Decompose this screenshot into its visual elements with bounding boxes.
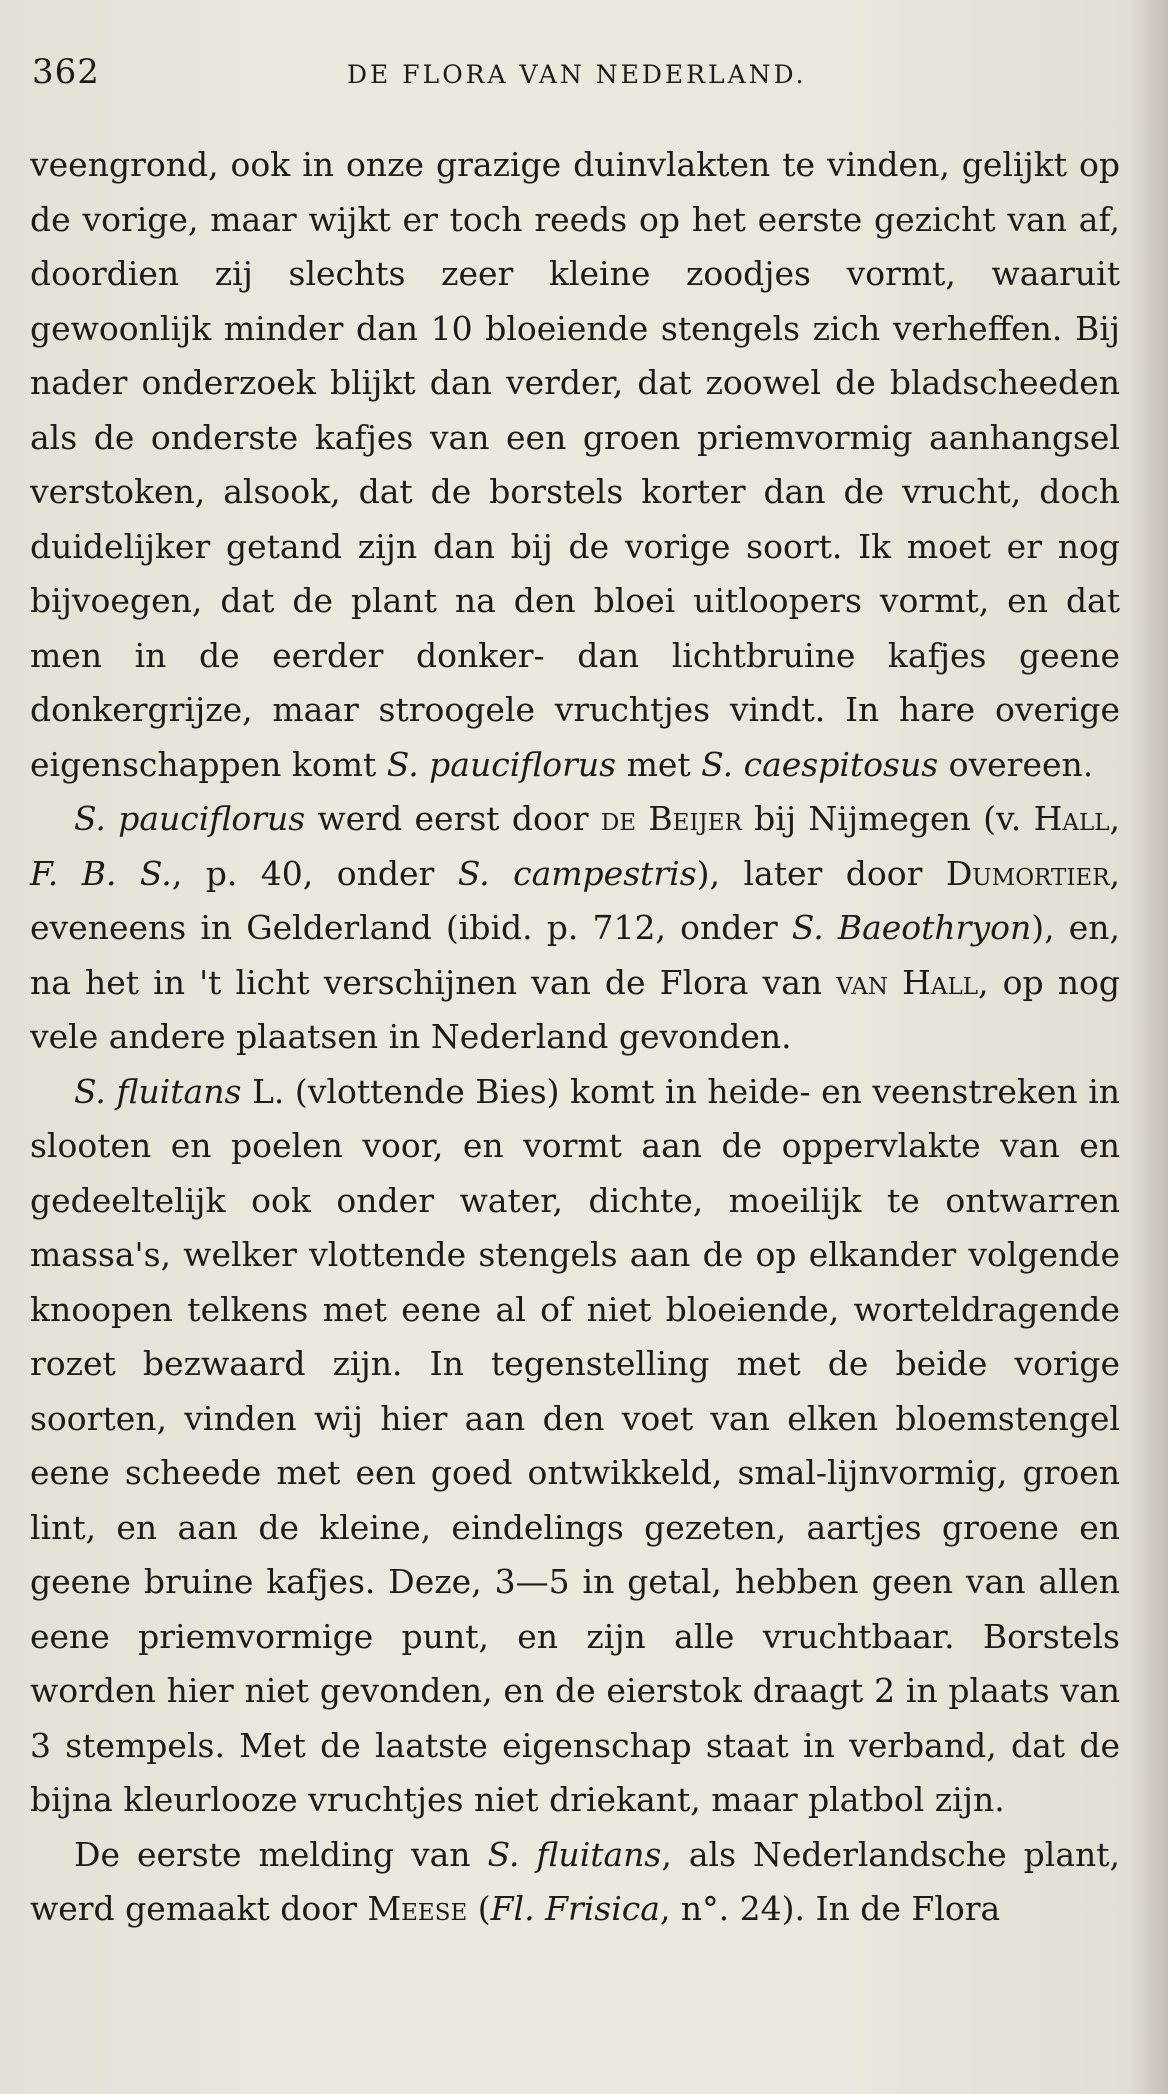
page-edge-shadow: [1128, 0, 1168, 2094]
text-run: ), en, na het in 't licht verschijnen van de Flora van: [30, 908, 1120, 1002]
species-name: S. pauciflorus: [386, 744, 617, 784]
text-run: , als Nederlandsche plant, werd gemaakt door: [30, 1834, 1120, 1928]
text-run: bij Nijmegen (v.: [741, 799, 1034, 838]
page-number: 362: [32, 52, 100, 92]
paragraph-4: [30, 1828, 1120, 1937]
paragraph-1: [30, 138, 1120, 792]
species-name: S. caespitosus: [701, 744, 939, 784]
text-run: met: [616, 744, 702, 784]
text-run: , p. 40, onder: [171, 853, 458, 893]
citation-title: F. B. S.: [30, 853, 172, 893]
body-text: [30, 138, 1120, 1937]
author-name: Dumortier: [945, 853, 1110, 893]
author-name: de Beijer: [600, 799, 742, 838]
species-name: S. Baeothryon: [791, 908, 1032, 947]
text-run: , n°. 24). In de Flora: [659, 1889, 1001, 1928]
author-name: Meese: [367, 1889, 468, 1928]
paragraph-2: [30, 792, 1120, 1065]
text-run: , eveneens in Gelderland (ibid. p. 712, onder: [30, 853, 1121, 947]
text-run: werd eerst door: [305, 799, 601, 838]
species-name: S. campestris: [457, 853, 697, 893]
text-run: ,: [1109, 799, 1120, 838]
page-header: [32, 52, 1108, 102]
text-run: ), later door: [696, 853, 946, 893]
species-name: S. fluitans: [487, 1834, 662, 1874]
citation-title: Fl. Frisica: [490, 1889, 660, 1928]
species-name: S. pauciflorus: [74, 799, 306, 838]
running-head: DE FLORA VAN NEDERLAND.: [347, 60, 807, 89]
author-name: van Hall: [836, 962, 979, 1002]
text-run: veengrond, ook in onze grazige duinvlakten te vinden, gelijkt op de vorige, maar wijkt er toch reeds op het eerste gezicht van af, doordien zij slechts zeer kleine zoodjes vormt, waaruit gewoonlijk minder dan 10 bloeiende stengels zich verheffen. Bij nader onderzoek blijkt dan verder, dat zoowel de bladscheeden als de onderste kafjes van een groen priemvormig aanhangsel verstoken, alsook, dat de borstels korter dan de vrucht, doch duidelijker getand zijn dan bij de vorige soort. Ik moet er nog bijvoegen, dat de plant na den bloei uitloopers vormt, en dat men in de eerder donker- dan lichtbruine kafjes geene donkergrijze, maar stroogele vruchtjes vindt. In hare overige eigenschappen komt: [30, 145, 1120, 784]
author-name: Hall: [1033, 799, 1110, 838]
paragraph-3: [30, 1065, 1120, 1828]
text-run: De eerste melding van: [74, 1834, 488, 1874]
text-run: L. (vlottende Bies) komt in heide- en veenstreken in slooten en poelen voor, en vormt aan de oppervlakte van en gedeeltelijk ook onder water, dichte, moeilijk te ontwarren massa's, welker vlottende stengels aan de op elkander volgende knoopen telkens met eene al of niet bloeiende, worteldragende rozet bezwaard zijn. In tegenstelling met de beide vorige soorten, vinden wij hier aan den voet van elken bloemstengel eene scheede met een goed ontwikkeld, smal-lijnvormig, groen lint, en aan de kleine, eindelings gezeten, aartjes groene en geene bruine kafjes. Deze, 3—5 in getal, hebben geen van allen eene priemvormige punt, en zijn alle vruchtbaar. Borstels worden hier niet gevonden, en de eierstok draagt 2 in plaats van 3 stempels. Met de laatste eigenschap staat in verband, dat de bijna kleurlooze vruchtjes niet driekant, maar platbol zijn.: [30, 1071, 1121, 1819]
species-name: S. fluitans: [74, 1071, 242, 1111]
text-run: , op nog vele andere plaatsen in Nederland gevonden.: [30, 962, 1120, 1056]
text-run: overeen.: [938, 744, 1094, 784]
text-run: (: [467, 1889, 491, 1928]
